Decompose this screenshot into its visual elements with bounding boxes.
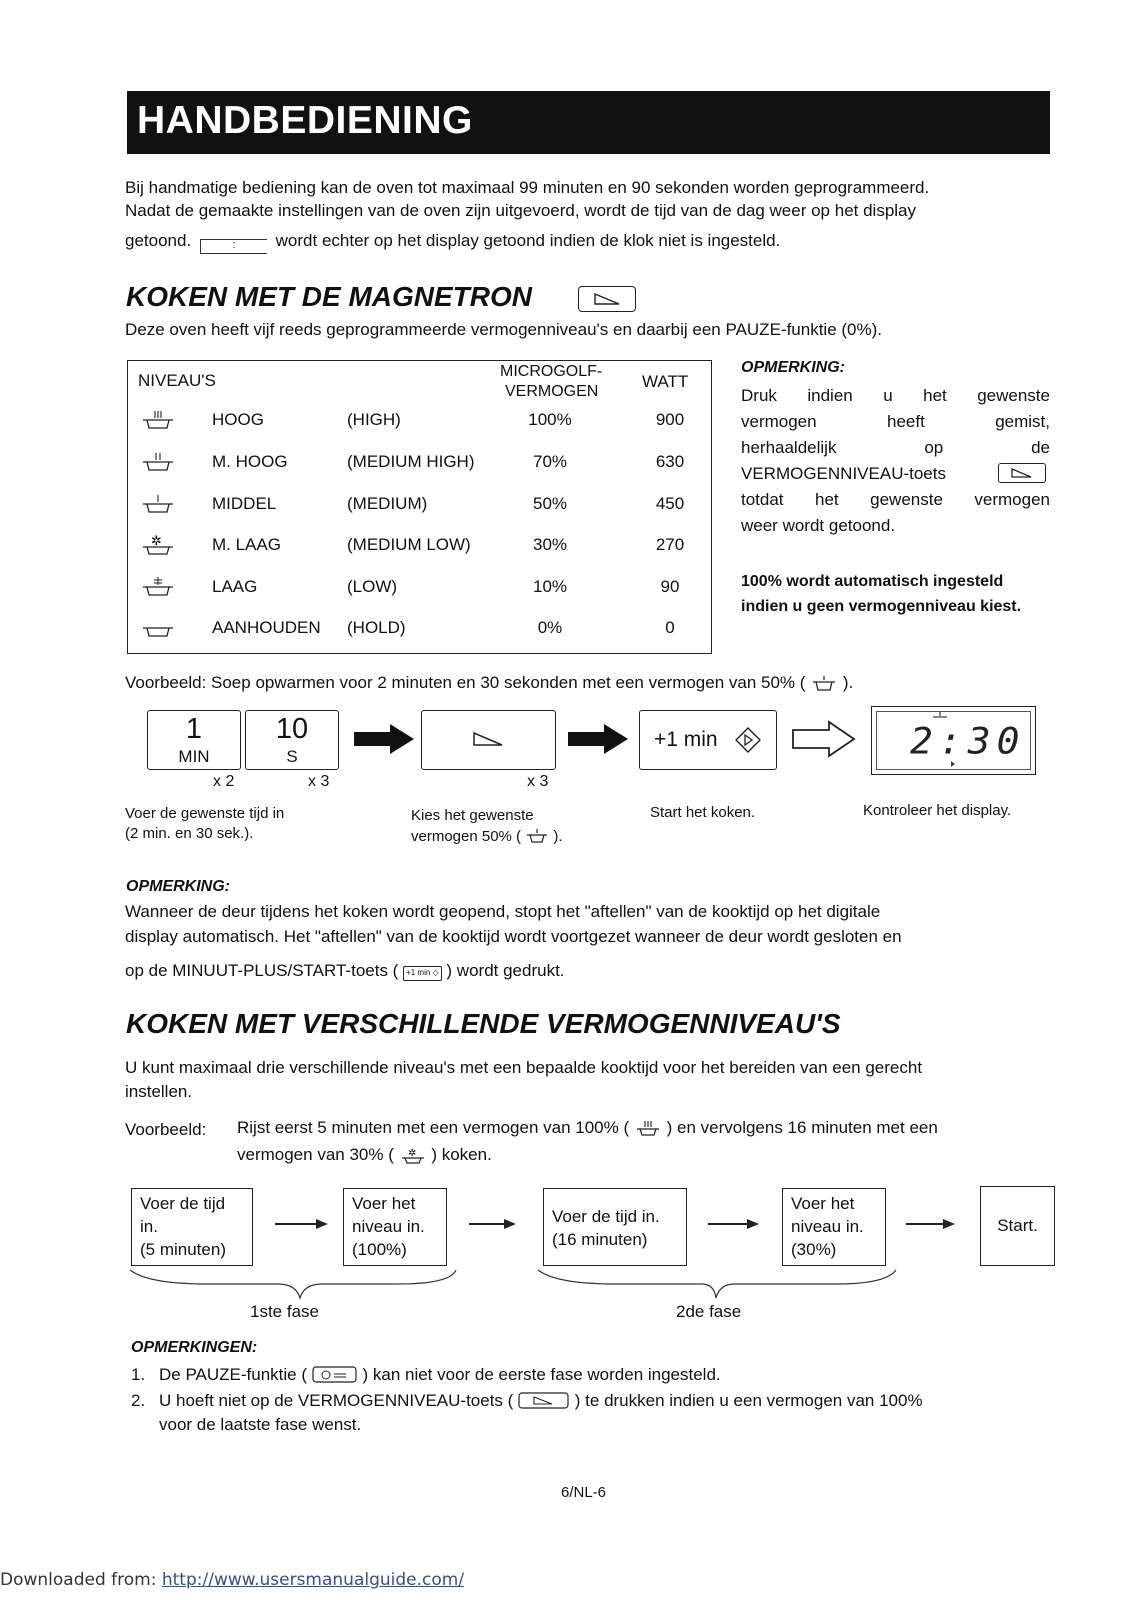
intro-line-2: Nadat de gemaakte instellingen van de oven zijn uitgevoerd, wordt de tijd van de dag weer op het display — [125, 201, 917, 220]
start-key-icon: +1 min ◇ — [403, 966, 442, 981]
note-line-6: weer wordt getoond. — [741, 516, 896, 535]
table-cell-level: M. LAAG — [212, 535, 281, 554]
page-number: 6/NL-6 — [561, 1484, 607, 1501]
power-medium-low-icon — [399, 1146, 427, 1164]
flow-step-level-2 — [782, 1188, 886, 1266]
table-cell-watt: 900 — [655, 410, 685, 429]
flow-arrow-1-head — [316, 1219, 328, 1229]
phase-2-brace — [536, 1268, 900, 1302]
note2-line-2: display automatisch. Het "aftellen" van de kooktijd wordt voortgezet wanneer de deur wordt gesloten en — [125, 927, 902, 946]
caption-2-line-2 — [411, 826, 563, 847]
intro-line-3-start: getoond. — [125, 231, 192, 250]
section2-title: KOKEN MET VERSCHILLENDE VERMOGENNIVEAU'S — [126, 1008, 841, 1039]
table-cell-percent: 50% — [532, 494, 568, 513]
table-cell-english: (MEDIUM HIGH) — [347, 452, 475, 471]
table-cell-watt: 450 — [655, 494, 685, 513]
table-cell-level: HOOG — [212, 410, 264, 429]
footer-link[interactable]: http://www.usersmanualguide.com/ — [161, 1570, 465, 1590]
table-cell-level: MIDDEL — [212, 494, 277, 513]
power-hold-icon — [140, 616, 178, 640]
note-line-1: Druk indien u het gewenste — [741, 386, 1050, 405]
flow-step-4-line-3: (30%) — [791, 1240, 837, 1259]
example2-line-2-end: ) koken. — [431, 1145, 492, 1164]
power-level-key-icon-small — [998, 463, 1046, 483]
flow-step-2-line-2: niveau in. — [352, 1217, 425, 1236]
sec-button[interactable] — [245, 710, 339, 770]
flow-step-level-1 — [343, 1188, 447, 1266]
flow-step-1-line-2: in. — [140, 1217, 158, 1236]
caption-3: Start het koken. — [650, 804, 756, 821]
power-high-icon — [140, 408, 178, 432]
svg-text:✲: ✲ — [151, 534, 162, 549]
caption-1-line-1: Voer de gewenste tijd in — [125, 805, 285, 822]
flow-step-1-line-3: (5 minuten) — [140, 1240, 226, 1259]
note-line-4: VERMOGENNIVEAU-toets — [741, 464, 946, 483]
section2-desc-1: U kunt maximaal drie verschillende niveau's met een bepaalde kooktijd voor het bereiden van een gerecht — [125, 1058, 923, 1077]
min-press-count: x 2 — [213, 773, 235, 790]
flow-step-1-line-1: Voer de tijd — [140, 1194, 226, 1213]
display-value: 2:30 — [910, 720, 1026, 762]
table-cell-english: (HIGH) — [347, 410, 401, 429]
footer-prefix: Downloaded from: — [0, 1570, 162, 1590]
note-1-end: ) kan niet voor de eerste fase worden ingesteld. — [362, 1365, 721, 1384]
start-key-label: +1 min — [406, 968, 431, 977]
power-medium-icon — [810, 674, 838, 692]
note-2-start: U hoeft niet op de VERMOGENNIVEAU-toets ( — [159, 1391, 514, 1410]
power-medium-icon — [140, 492, 178, 516]
flow-arrow-2-head — [504, 1219, 516, 1229]
section1-title: KOKEN MET DE MAGNETRON — [126, 281, 532, 312]
example2-line-1-end: ) en vervolgens 16 minuten met een — [666, 1118, 938, 1137]
power-level-key-icon — [578, 286, 636, 312]
intro-line-3 — [125, 229, 780, 254]
min-button-label: MIN — [178, 747, 210, 766]
display-panel — [871, 706, 1036, 775]
caption-2-line-1: Kies het gewenste — [411, 807, 534, 824]
start-button[interactable] — [639, 710, 777, 770]
start-button-label: +1 min — [654, 728, 718, 751]
note-2-line-2: voor de laatste fase wenst. — [159, 1415, 362, 1434]
triangle-icon — [579, 287, 635, 311]
intro-line-3-end: wordt echter op het display getoond indien de klok niet is ingesteld. — [275, 231, 781, 250]
power-medium-low-icon — [140, 533, 178, 557]
right-arrow-icon — [566, 722, 630, 756]
note-1-start: De PAUZE-funktie ( — [159, 1365, 308, 1384]
note-line-5: totdat het gewenste vermogen — [741, 490, 1050, 509]
min-button[interactable] — [147, 710, 241, 770]
note-bold-1: 100% wordt automatisch ingesteld — [741, 573, 1004, 590]
phase-2-label: 2de fase — [676, 1302, 742, 1321]
page-title: HANDBEDIENING — [137, 99, 473, 142]
intro-line-1: Bij handmatige bediening kan de oven tot maximaal 99 minuten en 90 sekonden worden geprogrammeerd. — [125, 178, 930, 197]
flow-step-3-line-1: Voer de tijd in. — [552, 1207, 660, 1226]
section1-desc: Deze oven heeft vijf reeds geprogrammeerde vermogenniveau's en daarbij een PAUZE-funktie (0%). — [125, 320, 882, 339]
table-cell-level: LAAG — [212, 577, 258, 596]
note2-line-1: Wanneer de deur tijdens het koken wordt geopend, stopt het "aftellen" van de kooktijd op het digitale — [125, 902, 881, 921]
triangle-icon — [999, 464, 1045, 482]
table-cell-percent: 70% — [532, 452, 568, 471]
sec-button-number: 10 — [275, 713, 309, 745]
outline-arrow-icon — [791, 719, 857, 759]
note-head: OPMERKING: — [741, 359, 845, 376]
footer — [0, 1570, 464, 1590]
note-2-number: 2. — [131, 1391, 146, 1410]
table-cell-percent: 100% — [528, 410, 572, 429]
triangle-icon — [422, 711, 555, 769]
example2-line-1-start: Rijst eerst 5 minuten met een vermogen van 100% ( — [237, 1118, 630, 1137]
table-cell-percent: 10% — [532, 577, 568, 596]
caption-2-line-2-text: vermogen 50% ( — [411, 828, 522, 845]
table-header-watt: WATT — [642, 372, 689, 391]
table-cell-percent: 0% — [537, 618, 563, 637]
example2-label: Voorbeeld: — [125, 1120, 207, 1139]
example1-text-main: Voorbeeld: Soep opwarmen voor 2 minuten en 30 sekonden met een vermogen van 50% ( — [125, 673, 806, 692]
flow-step-4-line-2: niveau in. — [791, 1217, 864, 1236]
right-arrow-icon — [352, 722, 416, 756]
note-2-end: ) te drukken indien u een vermogen van 100% — [574, 1391, 923, 1410]
flow-step-3-line-2: (16 minuten) — [552, 1230, 648, 1249]
table-cell-english: (HOLD) — [347, 618, 406, 637]
note2-line-3-start: op de MINUUT-PLUS/START-toets ( — [125, 961, 399, 980]
start-icon — [735, 727, 761, 753]
table-cell-watt: 270 — [655, 535, 685, 554]
sec-press-count: x 3 — [308, 773, 330, 790]
note-1-number: 1. — [131, 1365, 146, 1384]
min-button-number: 1 — [185, 713, 203, 745]
power-level-button[interactable] — [421, 710, 556, 770]
phase-1-label: 1ste fase — [250, 1302, 319, 1321]
power-high-icon — [634, 1119, 662, 1137]
table-cell-watt: 0 — [665, 618, 675, 637]
phase-1-brace — [128, 1268, 458, 1302]
power-low-icon — [140, 575, 178, 599]
note-1 — [159, 1363, 721, 1386]
start-indicator-icon — [948, 759, 958, 769]
caption-1-line-2: (2 min. en 30 sek.). — [125, 825, 254, 842]
section2-desc-2: instellen. — [125, 1082, 193, 1101]
note-line-3: herhaaldelijk op de — [741, 438, 1050, 457]
note-2 — [159, 1389, 923, 1412]
example2-line-2-start: vermogen van 30% ( — [237, 1145, 394, 1164]
table-cell-level: M. HOOG — [212, 452, 288, 471]
table-cell-english: (MEDIUM LOW) — [347, 535, 471, 554]
flow-step-start — [980, 1186, 1055, 1266]
note2-head: OPMERKING: — [126, 878, 230, 895]
sec-button-label: S — [286, 747, 298, 766]
table-cell-english: (LOW) — [347, 577, 398, 596]
example1-text — [125, 671, 853, 694]
power-medium-high-icon — [140, 450, 178, 474]
flow-step-5-label: Start. — [997, 1216, 1038, 1235]
svg-text:✲: ✲ — [407, 1148, 416, 1159]
table-cell-watt: 630 — [655, 452, 685, 471]
table-cell-english: (MEDIUM) — [347, 494, 428, 513]
flow-step-time-1 — [131, 1188, 253, 1266]
caption-2-line-2-end: ). — [553, 828, 563, 845]
table-header-level: NIVEAU'S — [138, 371, 216, 390]
flow-step-time-2 — [543, 1188, 687, 1266]
power-medium-icon — [525, 828, 549, 844]
flow-arrow-3 — [708, 1223, 752, 1225]
table-cell-watt: 90 — [660, 577, 680, 596]
caption-2 — [411, 805, 563, 847]
flow-step-2-line-1: Voer het — [352, 1194, 416, 1213]
example2-line-2 — [237, 1143, 492, 1166]
display-blank-icon — [200, 239, 267, 254]
note2-line-3-end: ) wordt gedrukt. — [446, 961, 565, 980]
flow-arrow-3-head — [747, 1219, 759, 1229]
table-cell-percent: 30% — [532, 535, 568, 554]
table-header-power: MICROGOLF- — [500, 363, 603, 380]
caption-1 — [125, 804, 284, 844]
example1-text-end: ). — [842, 673, 854, 692]
flow-arrow-4-head — [943, 1219, 955, 1229]
notes-head: OPMERKINGEN: — [131, 1339, 258, 1356]
flow-step-4-line-1: Voer het — [791, 1194, 855, 1213]
caption-4: Kontroleer het display. — [863, 802, 1012, 819]
note-bold-2: indien u geen vermogenniveau kiest. — [741, 598, 1022, 615]
power-press-count: x 3 — [527, 773, 549, 790]
table-cell-level: AANHOUDEN — [212, 618, 321, 637]
flow-step-2-line-3: (100%) — [352, 1240, 407, 1259]
power-level-key-icon — [518, 1392, 570, 1410]
flow-arrow-4 — [906, 1223, 948, 1225]
flow-arrow-2 — [469, 1223, 509, 1225]
pause-key-icon — [312, 1366, 358, 1384]
note-line-2: vermogen heeft gemist, — [741, 412, 1050, 431]
display-blank-colon: : — [232, 239, 236, 251]
example2-line-1 — [237, 1116, 938, 1139]
table-header-power-2: VERMOGEN — [505, 383, 599, 400]
note2-line-3 — [125, 959, 565, 982]
